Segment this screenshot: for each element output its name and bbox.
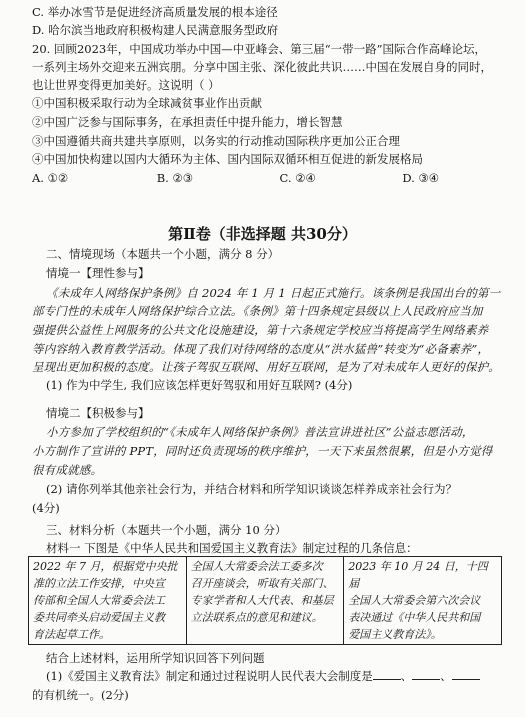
- context2-question-2: (4分): [32, 501, 60, 515]
- legislation-process-table: [28, 556, 502, 645]
- q20-options: [32, 170, 511, 186]
- q20-option-b: B. ②③: [156, 171, 194, 185]
- q20-stem-3: 也让世界变得更加美好。这说明（ ）: [32, 78, 220, 92]
- material1-intro: 材料一 下图是《中华人民共和国爱国主义教育法》制定过程的几条信息：: [46, 541, 418, 555]
- answer-blank-2[interactable]: [412, 669, 440, 680]
- answer-blank-1[interactable]: [373, 669, 401, 680]
- context1-para-1: 《未成年人网络保护条例》自 2024 年 1 月 1 日起正式施行。该条例是我国出台的第一: [46, 286, 501, 300]
- q20-stem-2: 一系列主场外交迎来五洲宾朋。分享中国主张、深化彼此共识……中国在发展自身的同时，: [32, 60, 492, 74]
- q20-statement-2: ②中国广泛参与国际事务，在承担责任中提升能力，增长智慧: [32, 115, 343, 129]
- q20-stem-1: 20. 回顾2023年，中国成功举办中国—中亚峰会、第三届“一带一路”国际合作高峰论坛，: [32, 42, 486, 56]
- section2-heading: 二、情境现场（本题共一个小题，满分 8 分）: [46, 247, 280, 261]
- q20-option-d: D. ③④: [402, 171, 440, 185]
- q20-statement-1: ①中国积极采取行动为全球减贫事业作出贡献: [32, 96, 262, 110]
- context2-para-3: 很有成就感。: [32, 463, 103, 477]
- part2-title: 第Ⅱ卷（非选择题 共30分）: [168, 225, 357, 243]
- context1-para-4: 等内容纳入教育教学活动。体现了我们对待网络的态度从“洪水猛兽”转变为“必备素养”，: [32, 342, 490, 356]
- table-cell-3: 2023 年 10 月 24 日，十四届 全国人大常委会第六次会议 表决通过《中华人民共和国 爱国主义教育法》。: [344, 557, 502, 645]
- context2-question-1: (2) 请你列举其他亲社会行为，并结合材料和所学知识谈谈怎样养成亲社会行为？: [46, 482, 457, 496]
- context2-para-1: 小方参加了学校组织的“《未成年人网络保护条例》普法宣讲进社区”公益志愿活动，: [46, 425, 474, 439]
- context1-para-2: 部专门性的未成年人网络保护综合立法。《条例》第十四条规定县级以上人民政府应当加: [32, 304, 483, 318]
- context1-para-3: 强提供公益性上网服务的公共文化设施建设，第十六条规定学校应当将提高学生网络素养: [32, 323, 489, 337]
- q20-statement-3: ③中国遵循共商共建共享原则，以务实的行动推动国际秩序更加公正合理: [32, 134, 400, 148]
- q20-statement-4: ④中国加快构建以国内大循环为主体、国内国际双循环相互促进的新发展格局: [32, 152, 423, 166]
- q20-option-a: A. ①②: [32, 171, 69, 185]
- question1-end: 的有机统一。(2分): [32, 688, 129, 702]
- context1-para-5: 呈现出更加积极的态度。让孩子驾驭互联网、用好互联网，是为了对未成年人更好的保护。: [32, 360, 500, 374]
- context1-question: (1) 作为中学生, 我们应该怎样更好驾驭和用好互联网? (4分): [46, 378, 353, 392]
- option-c-line: C. 举办冰雪节是促进经济高质量发展的根本途径: [32, 5, 278, 19]
- section3-heading: 三、材料分析（本题共一个小题，满分 10 分）: [46, 523, 287, 537]
- q20-option-c: C. ②④: [279, 171, 316, 185]
- question1-line: (1)《爱国主义教育法》制定和通过过程说明人民代表大会制度是 、 、: [46, 668, 511, 684]
- question1-text: (1)《爱国主义教育法》制定和通过过程说明人民代表大会制度是: [46, 669, 373, 683]
- context2-title: 情境二【积极参与】: [46, 406, 150, 420]
- table-row: [29, 557, 502, 645]
- context1-title: 情境一【理性参与】: [46, 266, 150, 280]
- answer-blank-3[interactable]: [452, 669, 480, 680]
- option-d-line: D. 哈尔滨当地政府积极构建人民满意服务型政府: [32, 23, 279, 37]
- table-cell-2: 全国人大常委会法工委多次 召开座谈会，听取有关部门、 专家学者和人大代表、和基层 立法联系点的意见和建议。: [186, 557, 344, 645]
- context2-para-2: 小方制作了宣讲的 PPT，同时还负责现场的秩序维护，一天下来虽然很累，但是小方觉得: [32, 444, 493, 458]
- table-cell-1: 2022 年 7 月，根据党中央批 准的立法工作安排，中央宣 传部和全国人大常委会法工 委共同牵头启动爱国主义教 育法起草工作。: [29, 557, 187, 645]
- instruction-line: 结合上述材料，运用所学知识回答下列问题: [46, 651, 265, 665]
